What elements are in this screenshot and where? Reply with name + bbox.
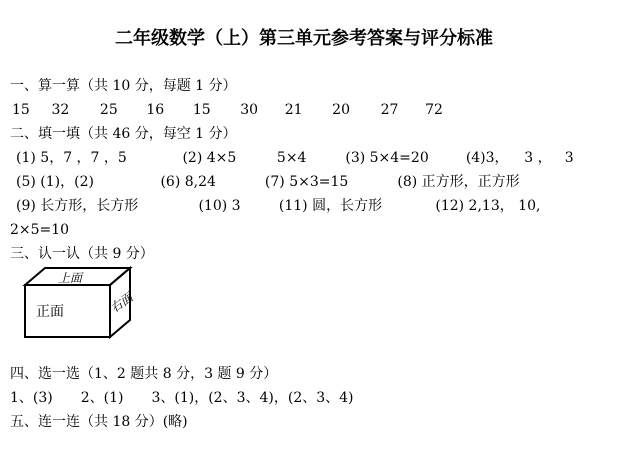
page-title: 二年级数学（上）第三单元参考答案与评分标准 [115, 28, 493, 49]
fill-answer: 3 ， [524, 150, 552, 166]
answer-9: 27 [380, 102, 399, 118]
answer-2: 32 [51, 102, 70, 118]
cuboid-figure [20, 265, 135, 340]
right-face-label: 右面 [107, 290, 135, 316]
fill-answer: (12) 2,13， 10, [435, 198, 541, 214]
section-5-heading: 五、连一连（共 18 分）(略) [10, 414, 188, 430]
fill-answer: (8) 正方形，正方形 [397, 174, 520, 190]
answer-8: 20 [332, 102, 350, 118]
fill-answer: (5) (1)，(2) [16, 174, 94, 190]
section-2-row-1 [16, 149, 574, 167]
fill-answer: (9) 长方形，长方形 [16, 198, 139, 214]
fill-answer: (10) 3 [198, 198, 241, 214]
section-2-row-2 [16, 173, 520, 191]
section-3-heading: 三、认一认（共 9 分） [10, 246, 154, 262]
answer-1: 15 [12, 102, 30, 118]
answer-10: 72 [425, 102, 443, 118]
section-1-heading: 一、算一算（共 10 分，每题 1 分） [10, 78, 237, 94]
fill-answer: (1) 5，7 ，7 ，5 [16, 150, 127, 166]
fill-answer: (6) 8,24 [160, 174, 216, 190]
fill-answer: (2) 4×5 [182, 150, 237, 166]
answer-4: 16 [146, 102, 165, 118]
fill-answer: (11) 圆，长方形 [278, 198, 383, 214]
fill-answer: 3 [564, 150, 574, 166]
answer-5: 15 [192, 102, 211, 118]
answer-6: 30 [240, 102, 259, 118]
top-face-label: 上面 [58, 271, 83, 285]
fill-answer: (7) 5×3=15 [264, 174, 349, 190]
section-1-answers [12, 101, 443, 119]
section-2-heading: 二、填一填（共 46 分，每空 1 分） [10, 126, 237, 142]
answer-7: 21 [284, 102, 303, 118]
section-2-row-4: 2×5=10 [10, 222, 70, 238]
section-2-row-3 [16, 197, 540, 215]
section-4-heading: 四、选一选（1、2 题共 8 分，3 题 9 分） [10, 366, 278, 382]
fill-answer: (3) 5×4=20 [345, 150, 429, 166]
section-4-answers: 1、(3) 2、(1) 3、(1)，(2、3、4)，(2、3、4) [10, 390, 354, 406]
front-face-label: 正面 [36, 304, 64, 320]
fill-answer: 5×4 [276, 150, 307, 166]
answer-3: 25 [99, 102, 118, 118]
fill-answer: (4)3， [465, 150, 509, 166]
